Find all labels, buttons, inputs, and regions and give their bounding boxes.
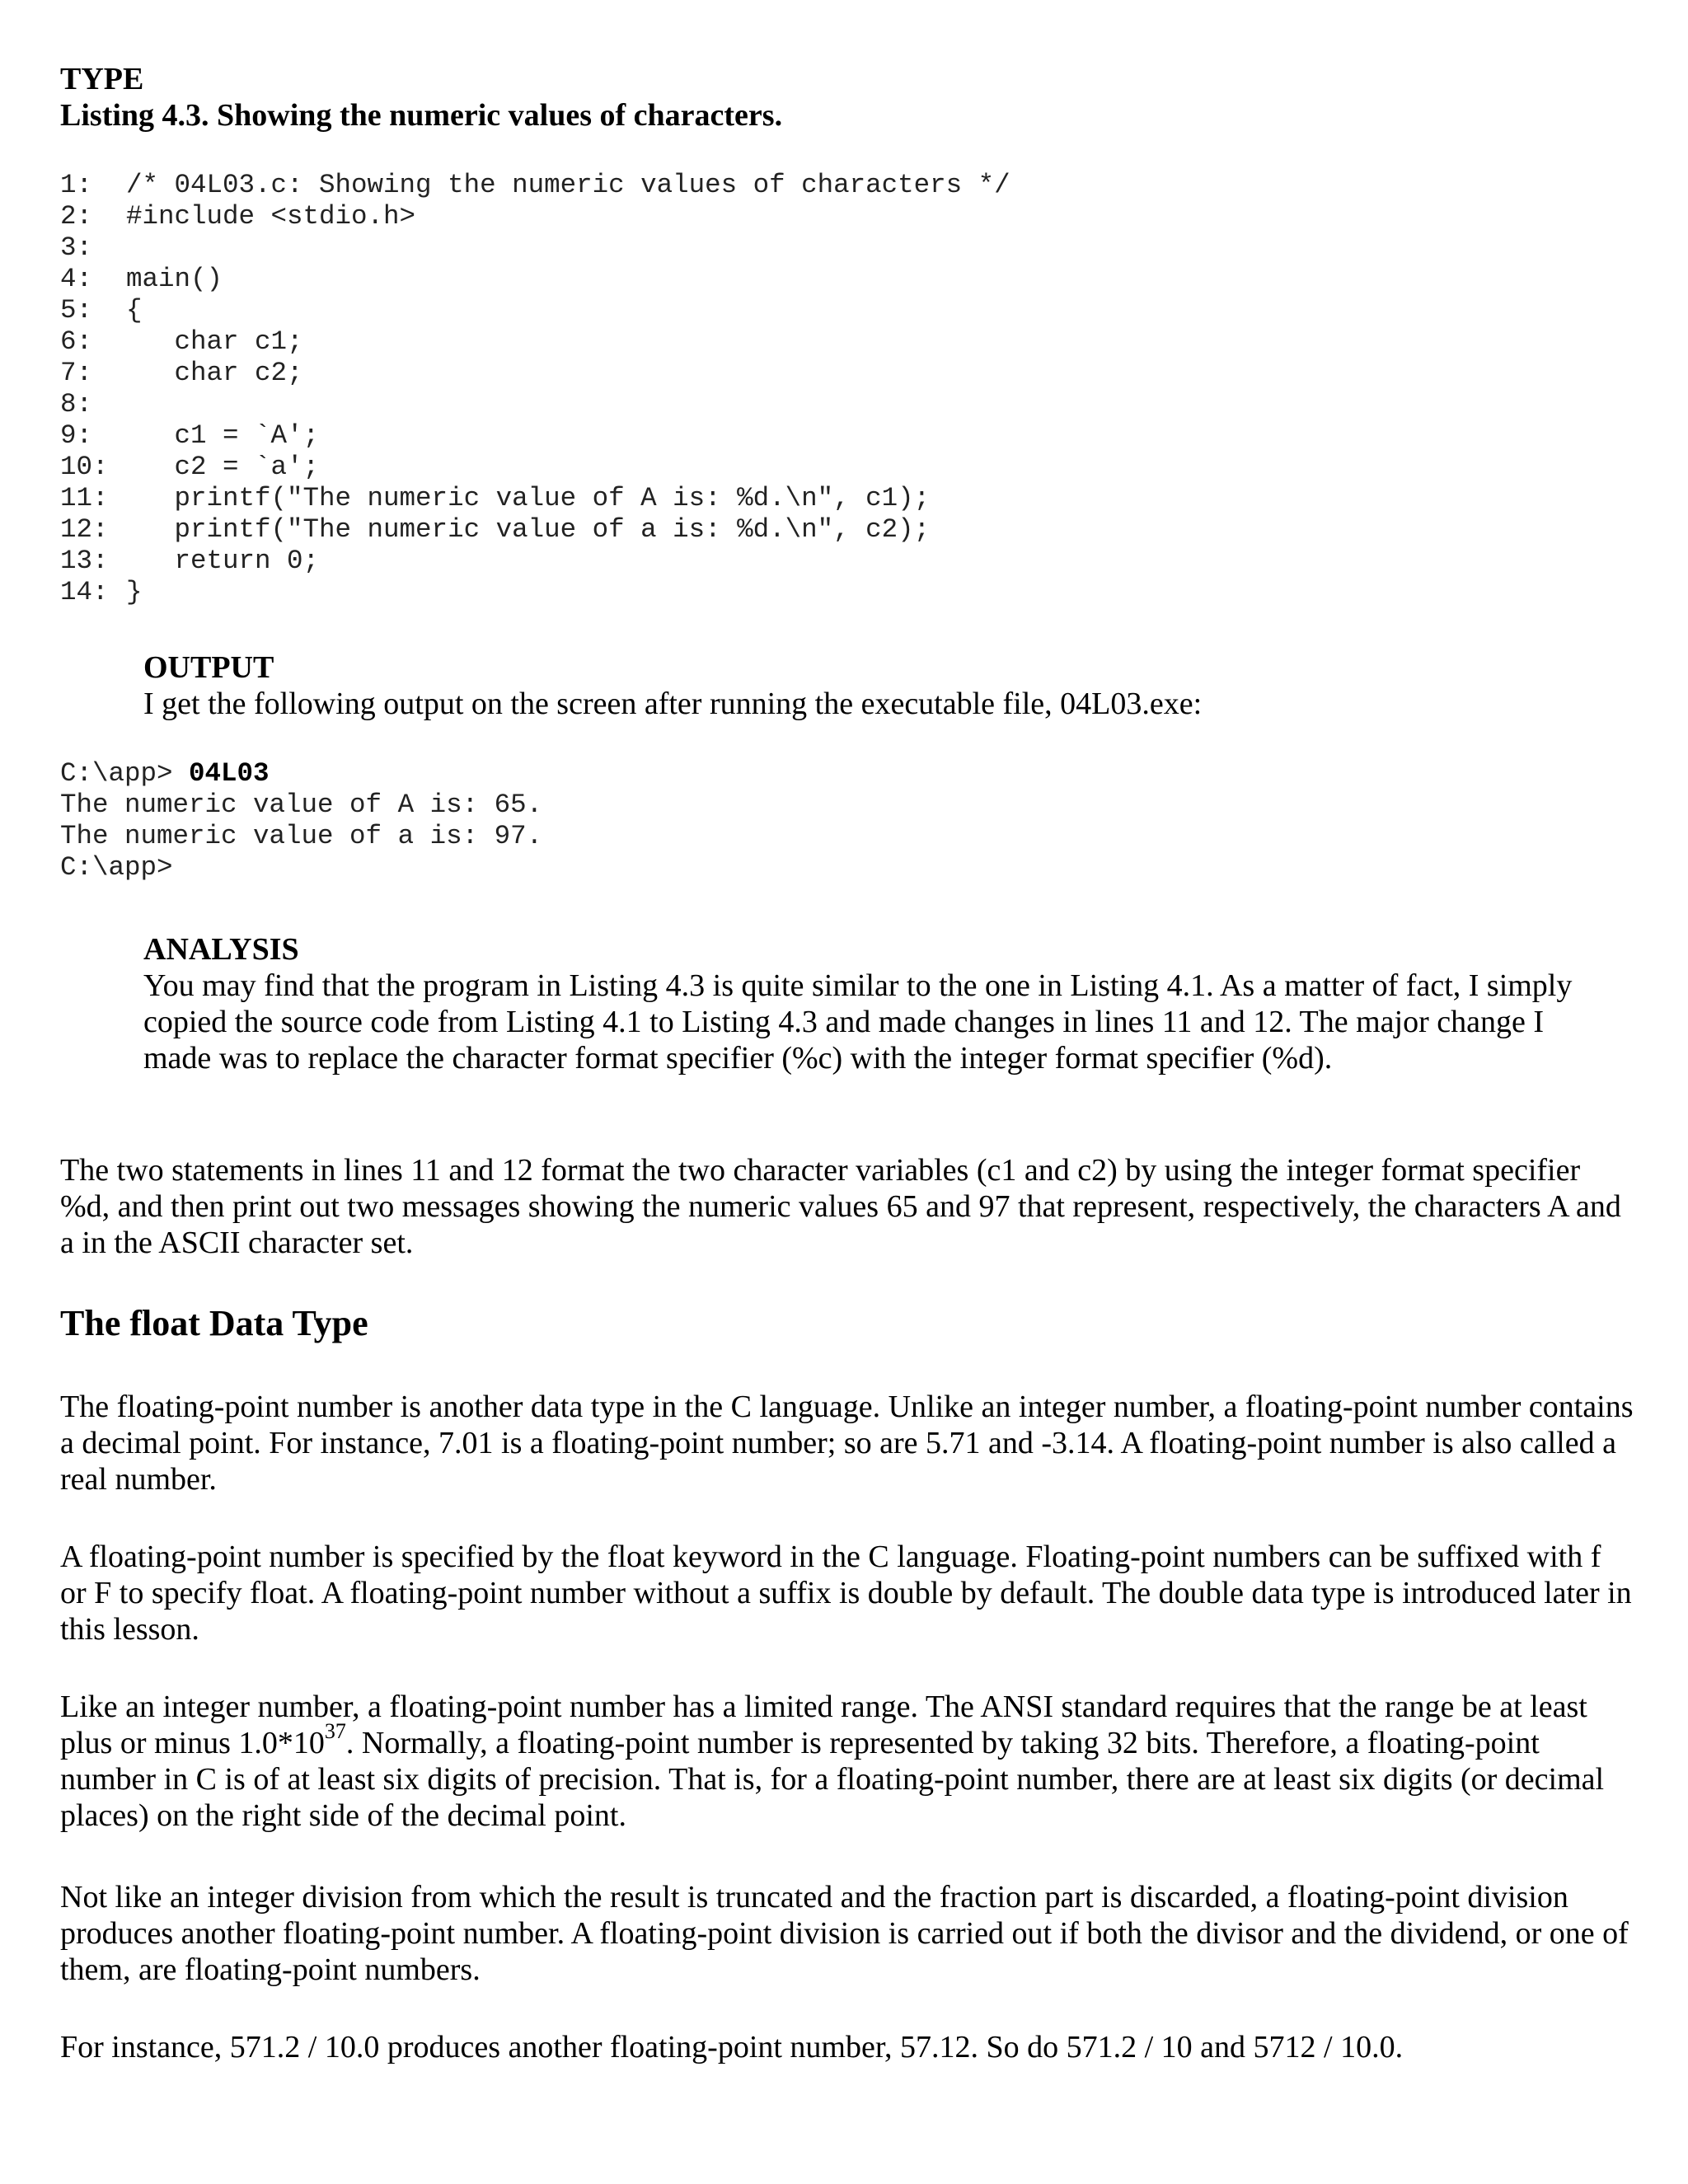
code-line-number: 10: <box>60 452 109 482</box>
console-line: C:\app> <box>60 852 173 883</box>
output-heading: OUTPUT <box>143 650 274 685</box>
code-line <box>60 170 1010 201</box>
code-line-text: main() <box>126 264 223 294</box>
console-command-line <box>60 758 542 790</box>
code-line-number: 4: <box>60 264 93 294</box>
range-text-after: . Normally, a floating-point number is represented by taking 32 bits. Therefore, a floating-point number in C is of at least six digits of precision. That is, for a floating-point number, there are at least six digits (or decimal places) on the right side of the decimal point. <box>60 1726 1605 1833</box>
console-output <box>60 758 542 883</box>
console-line: The numeric value of a is: 97. <box>60 821 543 851</box>
code-line-number: 5: <box>60 295 93 326</box>
output-description: I get the following output on the screen after running the executable file, 04L03.exe: <box>143 687 1203 721</box>
code-line-number: 2: <box>60 201 93 232</box>
code-line-number: 13: <box>60 546 109 576</box>
code-line <box>60 389 1010 420</box>
code-line-text: /* 04L03.c: Showing the numeric values of characters */ <box>126 170 1010 200</box>
code-line <box>60 232 1010 264</box>
code-line-number: 1: <box>60 170 93 200</box>
code-line <box>60 295 1010 326</box>
code-line-text: { <box>126 295 143 326</box>
code-line <box>60 577 1010 608</box>
code-line-text: c1 = `A'; <box>126 420 320 451</box>
code-line-text: char c1; <box>126 326 303 357</box>
code-line-number: 6: <box>60 326 93 357</box>
code-line-text: c2 = `a'; <box>126 452 320 482</box>
console-prompt: C:\app> <box>60 758 190 789</box>
section-title: The float Data Type <box>60 1303 368 1343</box>
code-line-text: char c2; <box>126 358 303 388</box>
code-line <box>60 514 1010 546</box>
console-line: The numeric value of A is: 65. <box>60 790 543 820</box>
paragraph-float-range <box>60 1689 1634 1834</box>
paragraph-float-division: Not like an integer division from which the result is truncated and the fraction part is discarded, a floating-point division produces another floating-point number. A floating-point division is carried out if both the divisor and the dividend, or one of them, are floating-point numbers. <box>60 1880 1629 1987</box>
code-line-number: 8: <box>60 389 93 419</box>
code-line <box>60 201 1010 232</box>
paragraph-division-example: For instance, 571.2 / 10.0 produces another floating-point number, 57.12. So do 571.2 / 10 and 5712 / 10.0. <box>60 2030 1404 2064</box>
code-line-text: return 0; <box>126 546 320 576</box>
code-line <box>60 546 1010 577</box>
code-line <box>60 420 1010 452</box>
code-line-number: 11: <box>60 483 109 513</box>
range-exponent: 37 <box>324 1719 346 1744</box>
code-line-number: 3: <box>60 232 93 263</box>
paragraph-float-keyword: A floating-point number is specified by the float keyword in the C language. Floating-point numbers can be suffixed with f or F to specify float. A floating-point number without a suffix is double by default. The double data type is introduced later in this lesson. <box>60 1540 1632 1647</box>
range-text-before: Like an integer number, a floating-point number has a limited range. The ANSI standard requires that the range be at least plus or minus 1.0*10 <box>60 1690 1587 1760</box>
listing-title: Listing 4.3. Showing the numeric values of characters. <box>60 98 783 133</box>
analysis-heading: ANALYSIS <box>143 932 299 967</box>
code-line-text: } <box>126 577 143 607</box>
code-line-text: printf("The numeric value of A is: %d.\n", c1); <box>126 483 931 513</box>
console-command: 04L03 <box>189 758 270 789</box>
code-line <box>60 452 1010 483</box>
code-line <box>60 483 1010 514</box>
type-heading: TYPE <box>60 62 144 96</box>
code-line <box>60 326 1010 358</box>
paragraph-statements: The two statements in lines 11 and 12 format the two character variables (c1 and c2) by using the integer format specifier %d, and then print out two messages showing the numeric values 65 and 97 that represent, respectively, the characters A and a in the ASCII character set. <box>60 1153 1621 1260</box>
code-line-number: 12: <box>60 514 109 545</box>
code-line <box>60 264 1010 295</box>
code-line-text: printf("The numeric value of a is: %d.\n", c2); <box>126 514 931 545</box>
code-line-number: 9: <box>60 420 93 451</box>
code-line <box>60 358 1010 389</box>
code-line-text: #include <stdio.h> <box>126 201 416 232</box>
paragraph-float-intro: The floating-point number is another data type in the C language. Unlike an integer number, a floating-point number contains a decimal point. For instance, 7.01 is a floating-point number; so are 5.71 and -3.14. A floating-point number is also called a real number. <box>60 1390 1634 1497</box>
code-listing <box>60 170 1010 608</box>
code-line-number: 14: <box>60 577 109 607</box>
analysis-paragraph: You may find that the program in Listing 4.3 is quite similar to the one in Listing 4.1. As a matter of fact, I simply copied the source code from Listing 4.1 to Listing 4.3 and made changes in lines 11 and 12. The major change I made was to replace the character format specifier (%c) with the integer format specifier (%d). <box>143 968 1573 1076</box>
code-line-number: 7: <box>60 358 93 388</box>
